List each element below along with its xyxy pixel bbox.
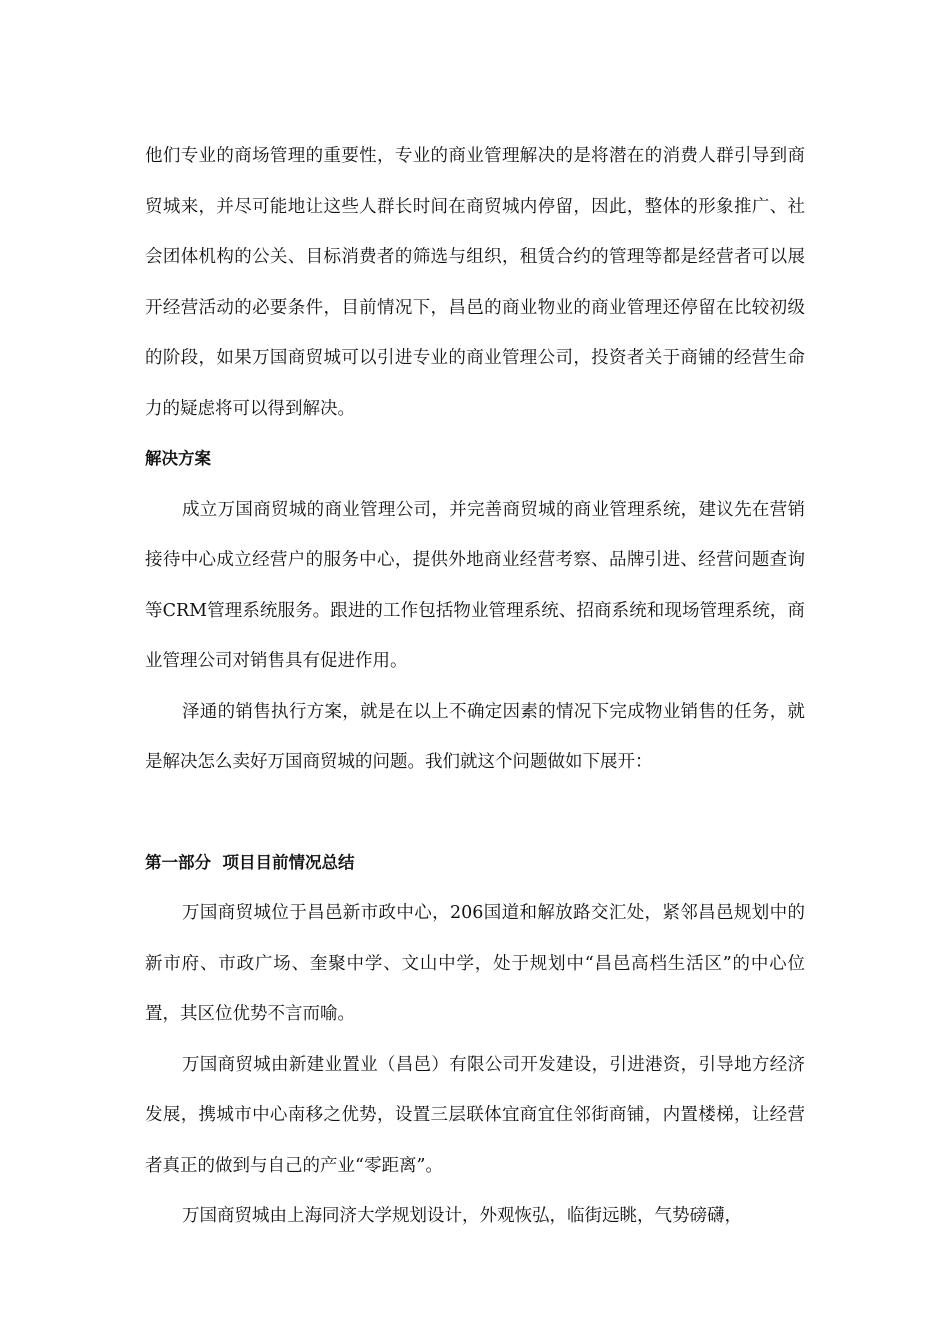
paragraph-sales-plan: 泽通的销售执行方案，就是在以上不确定因素的情况下完成物业销售的任务，就是解决怎么卖好万国商贸城的问题。我们就这个问题做如下展开： xyxy=(145,701,805,772)
paragraph-commercial-management: 他们专业的商场管理的重要性，专业的商业管理解决的是将潜在的消费人群引导到商贸城来，并尽可能地让这些人群长时间在商贸城内停留，因此，整体的形象推广、社会团体机构的公关、目标消费者的筛选与组织，租赁合约的管理等都是经营者可以展开经营活动的必要条件，目前情况下，昌邑的商业物业的商业管理还停留在比较初级的阶段，如果万国商贸城可以引进专业的商业管理公司，投资者关于商铺的经营生命力的疑虑将可以得到解决。 xyxy=(145,146,805,419)
paragraph-design: 万国商贸城由上海同济大学规划设计，外观恢弘，临街远眺，气势磅礴， xyxy=(182,1206,742,1226)
document-page xyxy=(145,131,805,1242)
paragraph-solution: 成立万国商贸城的商业管理公司，并完善商贸城的商业管理系统，建议先在营销接待中心成立经营户的服务中心，提供外地商业经营考察、品牌引进、经营问题查询等CRM管理系统服务。跟进的工作包括物业管理系统、招商系统和现场管理系统，商业管理公司对销售具有促进作用。 xyxy=(145,499,805,671)
paragraph-location: 万国商贸城位于昌邑新市政中心，206国道和解放路交汇处，紧邻昌邑规划中的新市府、市政广场、奎聚中学、文山中学，处于规划中“昌邑高档生活区”的中心位置，其区位优势不言而喻。 xyxy=(145,903,805,1024)
heading-solution: 解决方案 xyxy=(145,449,211,468)
section-spacer xyxy=(145,788,805,838)
paragraph-developer: 万国商贸城由新建业置业（昌邑）有限公司开发建设，引进港资，引导地方经济发展，携城市中心南移之优势，设置三层联体宜商宜住邻街商铺，内置楼梯，让经营者真正的做到与自己的产业“零距离”。 xyxy=(145,1054,805,1176)
section-title: 第一部分 项目目前情况总结 xyxy=(145,852,355,872)
